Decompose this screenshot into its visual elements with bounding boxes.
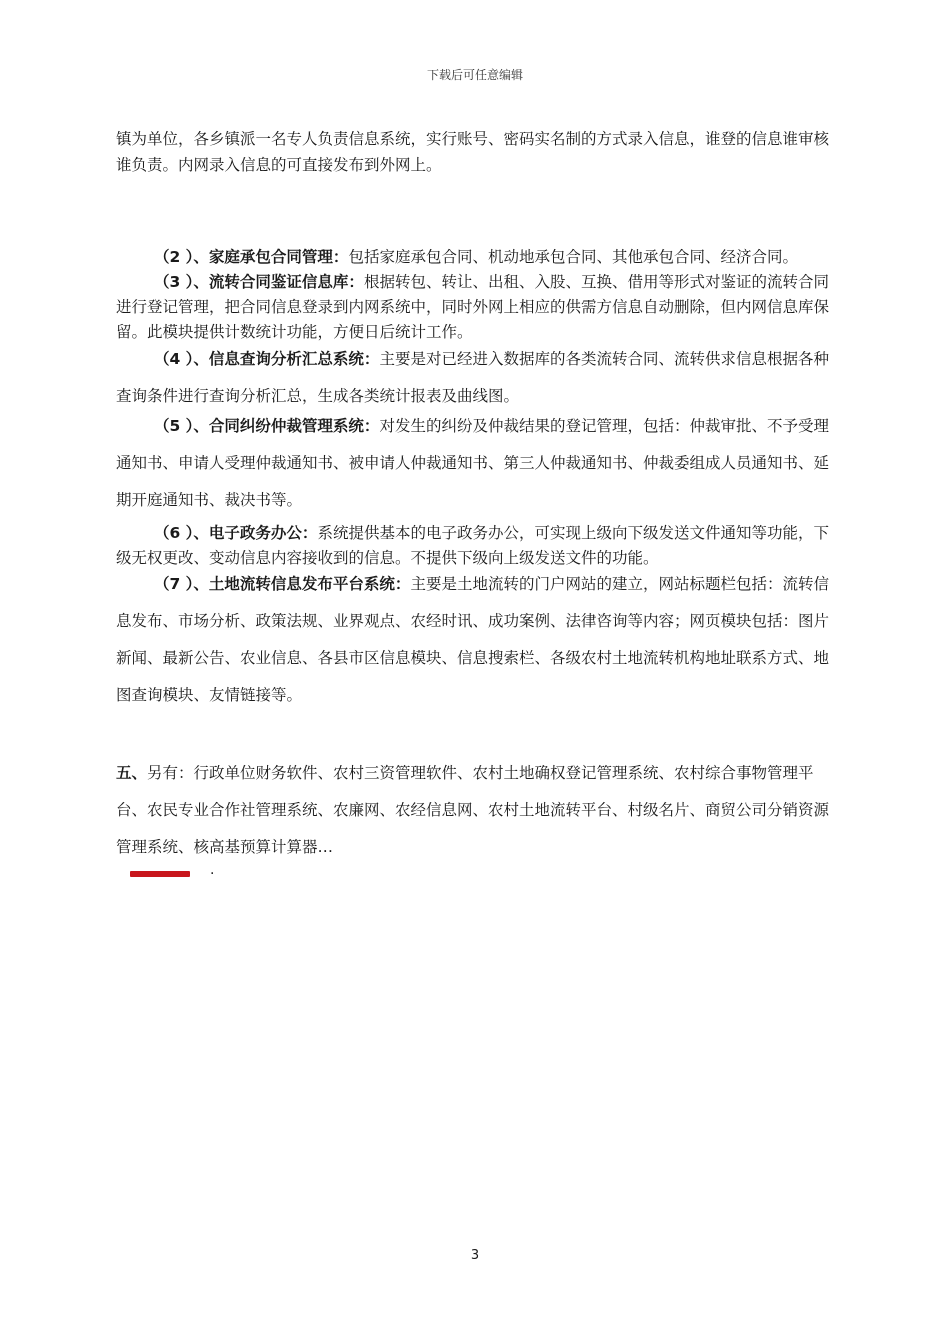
section-5-text: 对发生的纠纷及仲裁结果的登记管理，包括：仲裁审批、不予受理通知书、申请人受理仲裁通知书、被申请人仲裁通知书、第三人仲裁通知书、仲裁委组成人员通知书、延期开庭通知书、裁决书等。: [116, 417, 830, 509]
section-3-paragraph: [116, 270, 840, 345]
section-7-paragraph: [116, 566, 840, 714]
page-number: 3: [470, 1248, 480, 1263]
page-header: 下载后可任意编辑: [426, 68, 523, 82]
section-5-paragraph: [116, 408, 840, 519]
section-6-heading: （6 ）、电子政务办公：: [154, 524, 318, 542]
dot-mark: .: [210, 862, 215, 878]
section-five-text: 另有：行政单位财务软件、农村三资管理软件、农村土地确权登记管理系统、农村综合事物管理平台、农民专业合作社管理系统、农廉网、农经信息网、农村土地流转平台、村级名片、商贸公司分销资源管理系统、核高基预算计算器…: [116, 764, 830, 856]
red-bar-mark: [130, 871, 190, 877]
section-4-heading: （4 ）、信息查询分析汇总系统：: [154, 350, 380, 368]
section-2-paragraph: [116, 245, 840, 270]
section-2-text: 包括家庭承包合同、机动地承包合同、其他承包合同、经济合同。: [348, 248, 798, 266]
section-3-heading: （3 ）、流转合同鉴证信息库：: [154, 273, 364, 291]
section-five-heading: 五、: [116, 764, 148, 782]
section-2-heading: （2 ）、家庭承包合同管理：: [154, 248, 349, 266]
section-6-paragraph: [116, 521, 840, 571]
section-5-heading: （5 ）、合同纠纷仲裁管理系统：: [154, 417, 380, 435]
paragraph-continued: [116, 126, 840, 178]
section-7-text: 主要是土地流转的门户网站的建立，网站标题栏包括：流转信息发布、市场分析、政策法规、业界观点、农经时讯、成功案例、法律咨询等内容；网页模块包括：图片新闻、最新公告、农业信息、各县市区信息模块、信息搜索栏、各级农村土地流转机构地址联系方式、地图查询模块、友情链接等。: [116, 575, 830, 704]
section-5-additional-paragraph: [116, 755, 840, 866]
section-4-paragraph: [116, 341, 840, 415]
section-6-text: 系统提供基本的电子政务办公，可实现上级向下级发送文件通知等功能，下级无权更改、变动信息内容接收到的信息。不提供下级向上级发送文件的功能。: [116, 524, 829, 567]
section-3-text: 根据转包、转让、出租、入股、互换、借用等形式对鉴证的流转合同进行登记管理，把合同信息登录到内网系统中，同时外网上相应的供需方信息自动删除，但内网信息库保留。此模块提供计数统计功能，方便日后统计工作。: [116, 273, 830, 341]
section-7-heading: （7 ）、土地流转信息发布平台系统：: [154, 575, 411, 593]
paragraph-text: 镇为单位，各乡镇派一名专人负责信息系统，实行账号、密码实名制的方式录入信息，谁登的信息谁审核谁负责。内网录入信息的可直接发布到外网上。: [116, 130, 830, 174]
section-4-text: 主要是对已经进入数据库的各类流转合同、流转供求信息根据各种查询条件进行查询分析汇总，生成各类统计报表及曲线图。: [116, 350, 829, 405]
